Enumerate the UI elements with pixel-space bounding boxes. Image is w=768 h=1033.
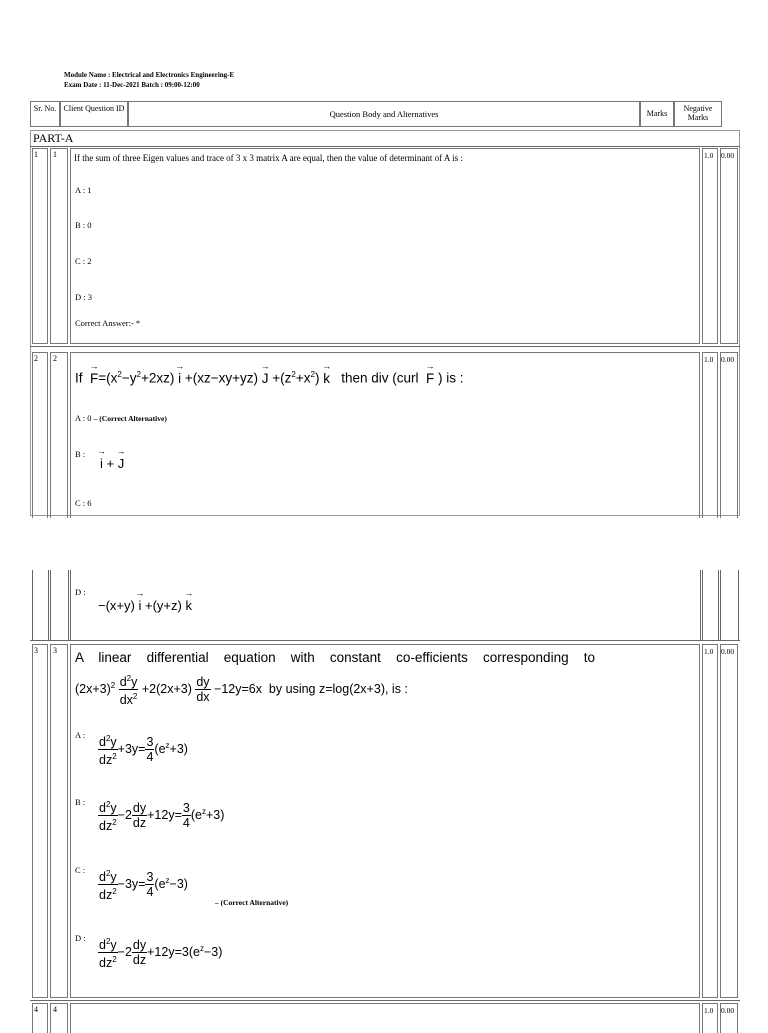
col-marks-header: Marks (646, 109, 668, 118)
q2-id: 2 (53, 354, 57, 363)
q1-negative: 0.00 (721, 151, 735, 160)
q2-option-b: B : (75, 449, 86, 459)
q3-negative: 0.00 (721, 647, 735, 656)
q3-option-c-expr: $\frac{d^2y}{dz^2}$ −3y= $\frac{3}{4}$ $(e^z-3)$ (99, 869, 188, 903)
q3-equation: $(2x+3)^2$ $\frac{d^2y}{dx^2}$ +2(2x+3) $\frac{dy}{dx}$ −12y=6x by using z=log(2x+3), is : (75, 674, 408, 708)
q1-marks: 1.0 (704, 151, 714, 160)
q2-marks: 1.0 (704, 355, 714, 364)
q1-sr: 1 (34, 150, 38, 159)
col-neg-header: Negative Marks (683, 104, 713, 122)
q4-sr: 4 (34, 1005, 38, 1014)
q3-marks: 1.0 (704, 647, 714, 656)
q3-option-c: C : (75, 865, 86, 875)
col-cqid-header: Client Question ID (63, 104, 125, 113)
q3-option-d-expr: $\frac{d^2y}{dz^2}$ −2 $\frac{dy}{dz}$ $+12y=3(e^z-3)$ (99, 937, 223, 971)
q3-correct-tag: – (Correct Alternative) (215, 898, 289, 907)
q3-sr: 3 (34, 646, 38, 655)
q2-text: $If \to F=(x^2-y^2+2xz) \to i +(xz-xy+yz) \to J +(z^2+x^2) \to k$ then div (curl → F ) is : (75, 370, 463, 386)
q3-id: 3 (53, 646, 57, 655)
q1-option-b: B : 0 (75, 220, 92, 230)
q1-text: If the sum of three Eigen values and trace of 3 x 3 matrix A are equal, then the value of determinant of A is : (74, 153, 463, 163)
q3-option-b-expr: $\frac{d^2y}{dz^2}$ −2 $\frac{dy}{dz}$ +12y= $\frac{3}{4}$ $(e^z+3)$ (99, 800, 225, 834)
exam-date: Exam Date : 11-Dec-2021 Batch : 09:00-12:00 (64, 81, 200, 89)
col-sr-header: Sr. No. (33, 104, 57, 113)
q3-option-a-expr: $\frac{d^2y}{dz^2}$ +3y= $\frac{3}{4}$ $(e^z+3)$ (99, 734, 188, 768)
q2-option-d-expr: −(x+y) → i +(y+z) → k (98, 598, 192, 613)
q1-id: 1 (53, 150, 57, 159)
q2-option-c: C : 6 (75, 498, 92, 508)
q1-correct-answer: Correct Answer:- * (75, 318, 141, 328)
q2-negative: 0.00 (721, 355, 735, 364)
q4-negative: 0.00 (721, 1006, 735, 1015)
q1-option-c: C : 2 (75, 256, 92, 266)
module-name: Module Name : Electrical and Electronics Engineering-E (64, 71, 235, 79)
part-title: PART-A (33, 131, 74, 145)
q3-option-a: A : (75, 730, 86, 740)
q1-option-d: D : 3 (75, 292, 92, 302)
q4-marks: 1.0 (704, 1006, 714, 1015)
q1-option-a: A : 1 (75, 185, 92, 195)
q3-text: A linear differential equation with constant co-efficients corresponding to (75, 650, 595, 665)
q2-option-b-expr: → i + → J (100, 456, 124, 471)
col-body-header: Question Body and Alternatives (329, 109, 439, 119)
q2-sr: 2 (34, 354, 38, 363)
q2-correct-tag: – (Correct Alternative) (93, 414, 167, 423)
q3-option-d: D : (75, 933, 86, 943)
q2-option-d: D : (75, 587, 86, 597)
q3-option-b: B : (75, 797, 86, 807)
q4-id: 4 (53, 1005, 57, 1014)
q2-option-a: A : 0 – (Correct Alternative) (75, 413, 167, 423)
